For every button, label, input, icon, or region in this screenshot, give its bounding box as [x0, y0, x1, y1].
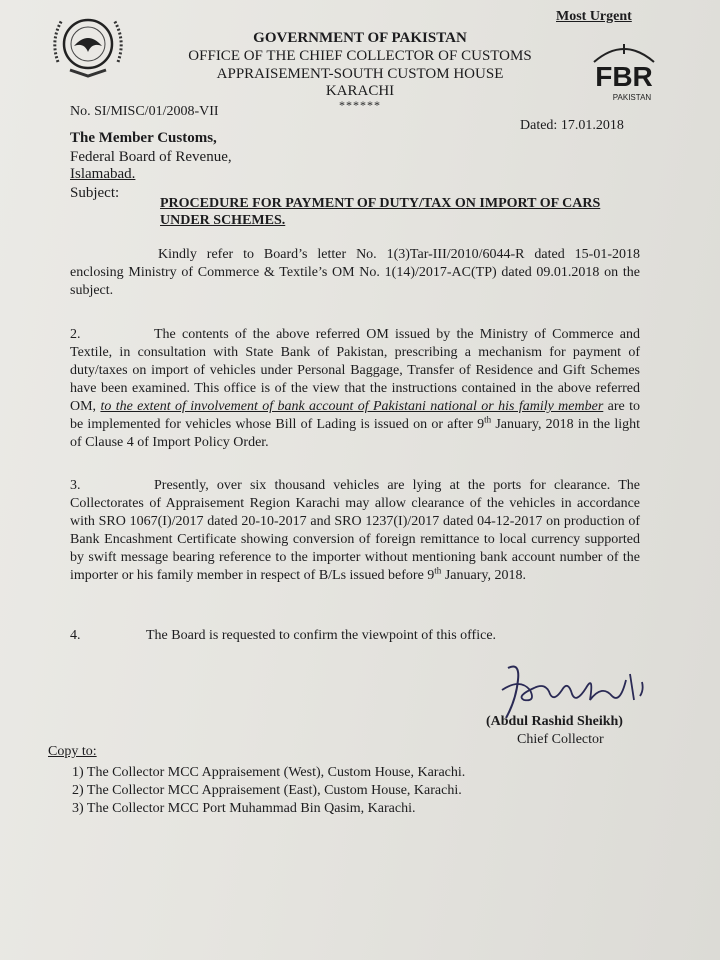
paragraph-3 [70, 477, 640, 585]
subject-text: PROCEDURE FOR PAYMENT OF DUTY/TAX ON IMPORT OF CARS UNDER SCHEMES. [160, 196, 601, 228]
copy-to-item: 3) The Collector MCC Port Muhammad Bin Qasim, Karachi. [72, 801, 416, 816]
paragraph-1: Kindly refer to Board’s letter No. 1(3)Tar-III/2010/6044-R dated 15-01-2018 enclosing Ministry of Commerce & Textile’s OM No. 1(14)/2017-AC(TP) dated 09.01.2018 on the subject. [70, 247, 640, 298]
paragraph-4 [70, 628, 496, 644]
paragraph-2-text-b: are to be implemented for vehicles whose Bill of Lading is issued on or after 9 [70, 399, 641, 432]
signature-icon [490, 660, 660, 722]
addressee-line-1: The Member Customs, [70, 130, 217, 146]
paragraph-2-number: 2. [70, 327, 81, 342]
paragraph-2-text-a: The contents of the above referred OM issued by the Ministry of Commerce and Textile, in consultation with State Bank of Pakistan, prescribing a mechanism for payment of duty/taxes on import of vehicles under Personal Baggage, Transfer of Residence and Gift Schemes have been examined. This office is of the view that the instructions contained in the above referred OM, [70, 327, 640, 414]
paragraph-3-text-a: Presently, over six thousand vehicles are lying at the ports for clearance. The Collectorates of Appraisement Region Karachi may allow clearance of the vehicles in accordance with SRO 1067(I)/2017 dated 20-10-2017 and SRO 1237(I)/2017 dated 04-12-2017 on production of Bank Encashment Certificate showing conversion of foreign remittance to local currency supported by swift message bearing reference to the importer without mentioning bank account number of the importer or his family member in respect of B/Ls issued before 9 [70, 478, 640, 583]
copy-to-item: 1) The Collector MCC Appraisement (West), Custom House, Karachi. [72, 765, 466, 780]
paragraph-3-sup: th [434, 565, 442, 576]
fbr-logo-text: FBR [595, 61, 653, 92]
government-seal-icon [44, 6, 132, 82]
header-city: KARACHI [325, 83, 395, 99]
paragraph-2-text-c: January, 2018 in the light of Clause 4 of Import Policy Order. [70, 417, 640, 450]
paragraph-4-number: 4. [70, 628, 81, 643]
paragraph-4-text: The Board is requested to confirm the viewpoint of this office. [146, 628, 497, 643]
subject-label: Subject: [70, 185, 120, 201]
paragraph-2-sup: th [484, 414, 492, 425]
paragraph-3-number: 3. [70, 478, 81, 493]
fbr-logo-subtext: PAKISTAN [612, 93, 652, 102]
paragraph-2 [70, 326, 640, 452]
letter-date: Dated: 17.01.2018 [520, 118, 624, 133]
header-office: OFFICE OF THE CHIEF COLLECTOR OF CUSTOMS [188, 48, 532, 64]
addressee-line-3: Islamabad. [70, 166, 136, 182]
header-government: GOVERNMENT OF PAKISTAN [253, 30, 467, 46]
header-stars: ****** [339, 98, 381, 112]
addressee-line-2: Federal Board of Revenue, [70, 149, 232, 165]
header-appraisement: APPRAISEMENT-SOUTH CUSTOM HOUSE [216, 66, 504, 82]
copy-to-item: 2) The Collector MCC Appraisement (East), Custom House, Karachi. [72, 783, 462, 798]
copy-to-label: Copy to: [48, 744, 97, 759]
fbr-logo-icon [586, 40, 662, 106]
signatory-name: (Abdul Rashid Sheikh) [486, 714, 623, 729]
urgency-stamp: Most Urgent [556, 9, 632, 24]
paragraph-2-emphasis: to the extent of involvement of bank account of Pakistani national or his family member [100, 399, 604, 414]
signatory-title: Chief Collector [517, 732, 604, 747]
paragraph-3-text-b: January, 2018. [444, 568, 526, 583]
reference-number: No. SI/MISC/01/2008-VII [70, 104, 219, 119]
